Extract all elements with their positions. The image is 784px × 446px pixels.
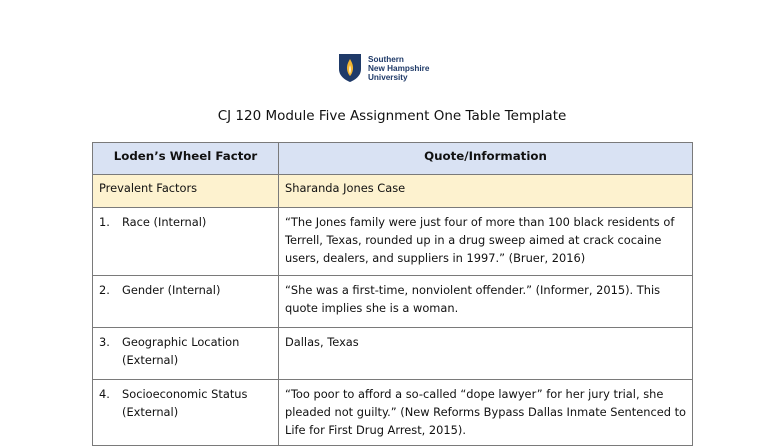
prevalent-factor-cell: Prevalent Factors — [93, 175, 279, 208]
assignment-table — [92, 142, 693, 446]
snhu-logo — [338, 53, 429, 83]
table-row — [93, 208, 693, 276]
info-cell: “She was a first-time, nonviolent offender.” (Informer, 2015). This quote implies she is a woman. — [279, 276, 693, 328]
factor-cell — [93, 208, 279, 276]
info-cell: “Too poor to afford a so-called “dope lawyer” for her jury trial, she pleaded not guilty.” (New Reforms Bypass Dallas Inmate Sentenced to Life for First Drug Arrest, 2015). — [279, 380, 693, 446]
row-number: 3. — [99, 335, 110, 349]
info-cell: “The Jones family were just four of more than 100 black residents of Terrell, Texas, rounded up in a drug sweep aimed at crack cocaine users, dealers, and suppliers in 1997.” (Bruer, 2016) — [279, 208, 693, 276]
factor-label: Race (Internal) — [122, 215, 207, 229]
row-number: 2. — [99, 283, 110, 297]
factor-cell — [93, 276, 279, 328]
row-number: 1. — [99, 215, 110, 229]
snhu-shield-icon — [338, 53, 362, 83]
document-title: CJ 120 Module Five Assignment One Table Template — [217, 108, 567, 124]
header-factor: Loden’s Wheel Factor — [93, 143, 279, 175]
logo-wordmark — [368, 55, 429, 82]
prevalent-info-cell: Sharanda Jones Case — [279, 175, 693, 208]
factor-cell — [93, 380, 279, 446]
factor-label: Geographic Location (External) — [122, 335, 240, 367]
factor-label: Gender (Internal) — [122, 283, 221, 297]
factor-cell — [93, 328, 279, 380]
factor-label: Socioeconomic Status (External) — [122, 387, 248, 419]
table-row — [93, 328, 693, 380]
table-row — [93, 380, 693, 446]
logo-line-1: Southern — [368, 54, 404, 64]
header-row — [93, 143, 693, 175]
prevalent-row — [93, 175, 693, 208]
info-cell: Dallas, Texas — [279, 328, 693, 380]
logo-line-2: New Hampshire — [368, 63, 430, 73]
row-number: 4. — [99, 387, 110, 401]
logo-line-3: University — [368, 72, 408, 82]
table-row — [93, 276, 693, 328]
header-quote: Quote/Information — [279, 143, 693, 175]
